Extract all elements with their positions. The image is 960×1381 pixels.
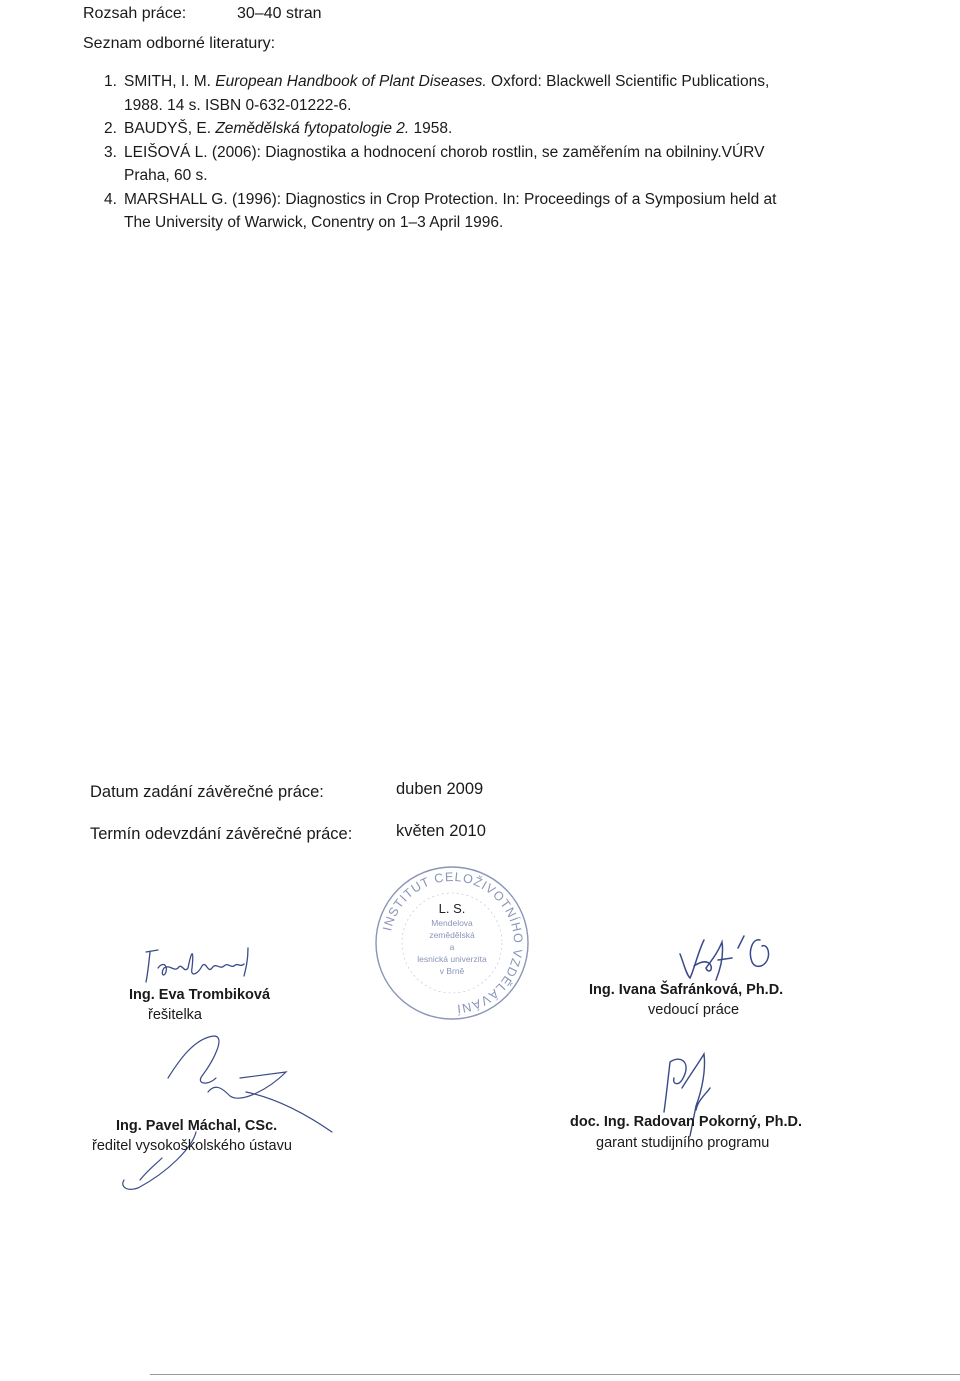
bibliography-item — [104, 117, 804, 141]
item-number: 4. — [104, 190, 117, 208]
guarantor-role: garant studijního programu — [596, 1135, 770, 1151]
item-title: European Handbook of Plant Diseases. — [215, 73, 487, 90]
scope-value: 30–40 stran — [237, 5, 322, 22]
director-name: Ing. Pavel Máchal, CSc. — [116, 1118, 278, 1134]
assigned-date-value: duben 2009 — [396, 780, 484, 798]
bibliography-item — [104, 188, 804, 235]
bottom-divider — [150, 1374, 960, 1375]
bibliography-list — [104, 70, 804, 235]
stamp-ls: L. S. — [438, 901, 466, 916]
official-stamp — [371, 862, 533, 1024]
signature-trombikova — [140, 938, 270, 986]
literature-label: Seznam odborné literatury: — [83, 35, 276, 52]
item-title: Zemědělská fytopatologie 2. — [215, 120, 410, 137]
item-details: Oxford: Blackwell Scientific Publications, 1988. 14 s. ISBN 0-632-01222-6. — [124, 73, 770, 114]
signature-safrankova — [672, 930, 782, 988]
deadline-date-label: Termín odevzdání závěrečné práce: — [90, 825, 353, 843]
item-authors: SMITH, I. M. — [124, 73, 216, 90]
item-number: 3. — [104, 143, 117, 161]
supervisor-name: Ing. Ivana Šafránková, Ph.D. — [589, 982, 784, 998]
scope-label: Rozsah práce: — [83, 5, 187, 22]
assigned-date-label: Datum zadání závěrečné práce: — [90, 783, 324, 801]
item-number: 2. — [104, 120, 117, 137]
signature-machal — [96, 1032, 336, 1190]
guarantor-name: doc. Ing. Radovan Pokorný, Ph.D. — [570, 1114, 803, 1130]
director-role: ředitel vysokoškolského ústavu — [92, 1138, 292, 1154]
stamp-center-line: Mendelova — [431, 918, 473, 928]
stamp-center-line: a — [449, 942, 455, 952]
bibliography-item — [104, 70, 804, 117]
stamp-center-line: lesnická univerzita — [417, 954, 487, 964]
item-text: MARSHALL G. (1996): Diagnostics in Crop Protection. In: Proceedings of a Symposium held at The University of Warwick, Conentry on 1–3 April 1996. — [124, 190, 777, 231]
item-details: 1958. — [409, 120, 453, 137]
item-text: LEIŠOVÁ L. (2006): Diagnostika a hodnocení chorob rostlin, se zaměřením na obilniny.VÚRV Praha, 60 s. — [124, 143, 765, 184]
solver-name: Ing. Eva Trombiková — [129, 987, 271, 1003]
item-number: 1. — [104, 73, 117, 90]
stamp-center-line: v Brně — [439, 966, 465, 976]
deadline-date-value: květen 2010 — [396, 822, 486, 840]
stamp-center-line: zemědělská — [429, 930, 475, 940]
item-authors: BAUDYŠ, E. — [124, 120, 216, 137]
solver-role: řešitelka — [148, 1007, 202, 1023]
supervisor-role: vedoucí práce — [648, 1002, 740, 1018]
stamp-ring-text: INSTITUT CELOŽIVOTNÍHO VZDĚLÁVÁNÍ — [380, 869, 526, 1016]
bibliography-item — [104, 141, 804, 188]
